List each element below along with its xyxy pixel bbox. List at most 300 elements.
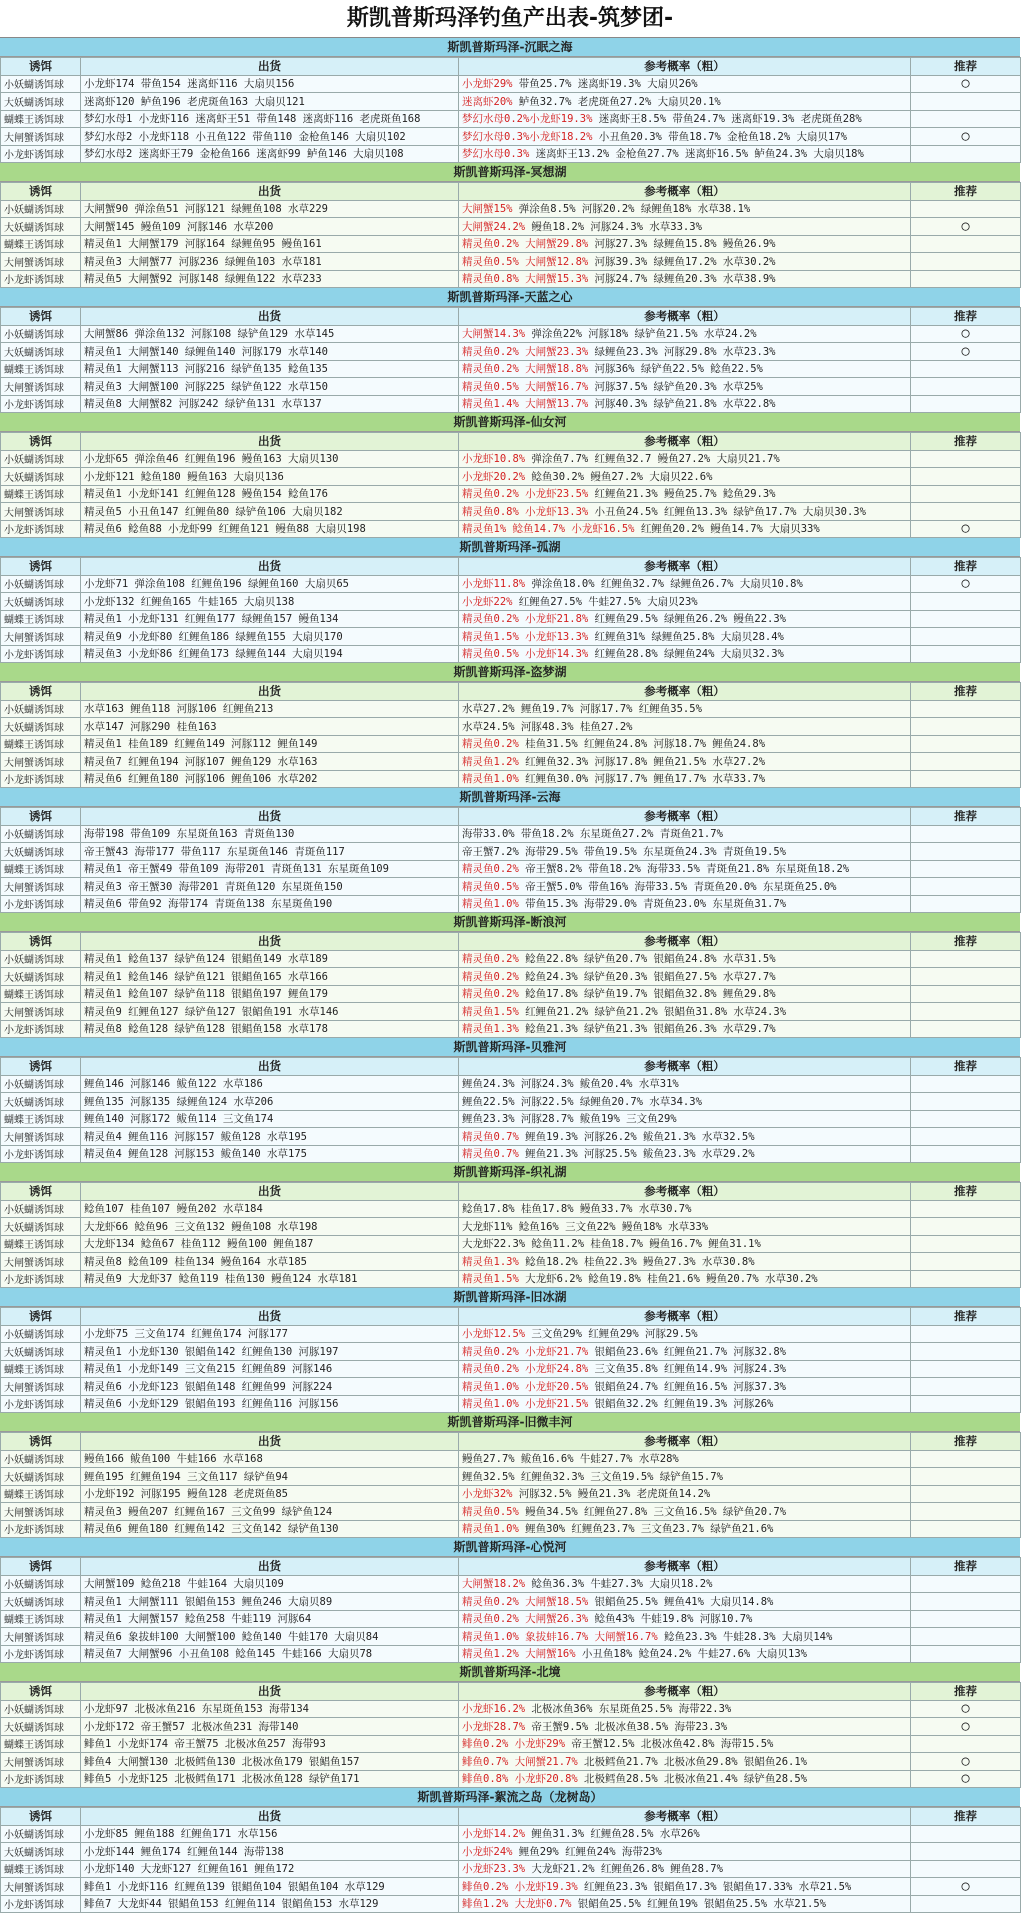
rate-highlight: 精灵鱼0.2% 大闸蟹18.8% xyxy=(462,363,589,376)
recommend-cell xyxy=(911,950,1021,968)
bait-cell: 蝴蝶王诱饵球 xyxy=(1,1110,81,1128)
bait-cell: 小妖蝴诱饵球 xyxy=(1,1825,81,1843)
rate-text: 鲤鱼29% 红鲤鱼24% 海带23% xyxy=(512,1845,662,1858)
rate-text: 鲤鱼19.3% 河豚26.2% 鲅鱼21.3% 水草32.5% xyxy=(518,1130,755,1143)
fishing-section xyxy=(0,413,1020,538)
bait-header: 诱饵 xyxy=(1,1058,81,1076)
bait-header: 诱饵 xyxy=(1,1183,81,1201)
rate-highlight: 精灵鱼0.2% 大闸蟹29.8% xyxy=(462,238,589,251)
recommend-cell xyxy=(911,1628,1021,1646)
rate-header: 参考概率（粗） xyxy=(459,433,911,451)
rate-text: 红鲤鱼23.3% 银鲳鱼17.3% 银鲳鱼17.33% 水草21.5% xyxy=(577,1880,852,1893)
bait-cell: 蝴蝶王诱饵球 xyxy=(1,110,81,128)
recommend-circle-icon: ◯ xyxy=(961,128,970,144)
rate-highlight: 小龙虾23.3% xyxy=(462,1863,526,1876)
output-cell: 鲤鱼146 河豚146 鲅鱼122 水草186 xyxy=(81,1075,459,1093)
bait-cell: 小龙虾诱饵球 xyxy=(1,1145,81,1163)
output-cell: 小龙虾144 鲤鱼174 红鲤鱼144 海带138 xyxy=(81,1843,459,1861)
bait-cell: 大妖蝴诱饵球 xyxy=(1,1843,81,1861)
output-cell: 精灵鱼7 红鲤鱼194 河豚107 鲤鱼129 水草163 xyxy=(81,753,459,771)
header-row xyxy=(1,933,1021,951)
output-cell: 精灵鱼1 大闸蟹140 绿鲤鱼140 河豚179 水草140 xyxy=(81,343,459,361)
rate-cell xyxy=(459,1378,911,1396)
recommend-cell xyxy=(911,1700,1021,1718)
output-cell: 大龙虾66 鲶鱼96 三文鱼132 鳗鱼108 水草198 xyxy=(81,1218,459,1236)
rate-highlight: 精灵鱼0.2% 大闸蟹26.3% xyxy=(462,1613,589,1626)
rate-text: 鲈鱼32.7% 老虎斑鱼27.2% 大扇贝20.1% xyxy=(512,95,721,108)
table-row xyxy=(1,968,1021,986)
output-cell: 精灵鱼5 小丑鱼147 红鲤鱼80 绿铲鱼106 大扇贝182 xyxy=(81,503,459,521)
rate-highlight: 精灵鱼0.7% xyxy=(462,1130,519,1143)
table-row xyxy=(1,1485,1021,1503)
rate-text: 河豚32.5% 鳗鱼21.3% 老虎斑鱼14.2% xyxy=(512,1488,711,1501)
table-row xyxy=(1,503,1021,521)
output-header: 出货 xyxy=(81,433,459,451)
output-cell: 大闸蟹109 鲶鱼218 牛蛙164 大扇贝109 xyxy=(81,1575,459,1593)
table-row xyxy=(1,593,1021,611)
recommend-cell xyxy=(911,520,1021,538)
rate-cell xyxy=(459,985,911,1003)
rate-highlight: 鲱鱼0.7% 大闸蟹21.7% xyxy=(462,1755,578,1768)
output-header: 出货 xyxy=(81,1433,459,1451)
rate-header: 参考概率（粗） xyxy=(459,1308,911,1326)
rate-text: 水草27.2% 鲤鱼19.7% 河豚17.7% 红鲤鱼35.5% xyxy=(462,703,702,716)
bait-cell: 大闸蟹诱饵球 xyxy=(1,878,81,896)
recommend-header: 推荐 xyxy=(911,683,1021,701)
rate-cell xyxy=(459,860,911,878)
rate-cell xyxy=(459,1610,911,1628)
output-cell: 鳗鱼166 鲅鱼100 牛蛙166 水草168 xyxy=(81,1450,459,1468)
rate-cell xyxy=(459,1325,911,1343)
output-header: 出货 xyxy=(81,1058,459,1076)
bait-cell: 大妖蝴诱饵球 xyxy=(1,593,81,611)
output-cell: 小龙虾121 鲶鱼180 鳗鱼163 大扇贝136 xyxy=(81,468,459,486)
rate-text: 鳗鱼34.5% 红鲤鱼27.8% 三文鱼16.5% 绿铲鱼20.7% xyxy=(518,1505,787,1518)
rate-cell xyxy=(459,343,911,361)
rate-cell xyxy=(459,1593,911,1611)
bait-cell: 小妖蝴诱饵球 xyxy=(1,950,81,968)
recommend-cell xyxy=(911,985,1021,1003)
rate-highlight: 精灵鱼1% 鲶鱼14.7% 小龙虾16.5% xyxy=(462,523,635,536)
rate-text: 鲶鱼17.8% 绿铲鱼19.7% 银鲳鱼32.8% 鲤鱼29.8% xyxy=(518,988,776,1001)
table-row xyxy=(1,1843,1021,1861)
rate-text: 鲤鱼31.3% 红鲤鱼28.5% 水草26% xyxy=(525,1828,700,1841)
rate-text: 弹涂鱼22% 河豚18% 绿铲鱼21.5% 水草24.2% xyxy=(525,328,757,341)
rate-cell xyxy=(459,718,911,736)
output-cell: 鲱鱼7 大龙虾44 银鲳鱼153 红鲤鱼114 银鲳鱼153 水草129 xyxy=(81,1895,459,1913)
rate-highlight: 精灵鱼0.5% 小龙虾14.3% xyxy=(462,648,589,661)
rate-text: 带鱼15.3% 海带29.0% 青斑鱼23.0% 东星斑鱼31.7% xyxy=(518,898,787,911)
rate-text: 鲶鱼21.3% 绿铲鱼21.3% 银鲳鱼26.3% 水草29.7% xyxy=(518,1023,776,1036)
output-cell: 精灵鱼1 小龙虾130 银鲳鱼142 红鲤鱼130 河豚197 xyxy=(81,1343,459,1361)
bait-cell: 小龙虾诱饵球 xyxy=(1,145,81,163)
output-cell: 精灵鱼3 大闸蟹100 河豚225 绿铲鱼122 水草150 xyxy=(81,378,459,396)
rate-cell xyxy=(459,325,911,343)
header-row xyxy=(1,1183,1021,1201)
table-row xyxy=(1,360,1021,378)
bait-header: 诱饵 xyxy=(1,1433,81,1451)
rate-text: 鲶鱼24.3% 绿铲鱼20.3% 银鲳鱼27.5% 水草27.7% xyxy=(518,970,776,983)
output-cell: 大闸蟹86 弹涂鱼132 河豚108 绿铲鱼129 水草145 xyxy=(81,325,459,343)
rate-highlight: 精灵鱼1.5% xyxy=(462,1005,519,1018)
recommend-header: 推荐 xyxy=(911,1058,1021,1076)
rate-header: 参考概率（粗） xyxy=(459,683,911,701)
bait-cell: 大妖蝴诱饵球 xyxy=(1,1218,81,1236)
table-row xyxy=(1,1325,1021,1343)
bait-cell: 小妖蝴诱饵球 xyxy=(1,75,81,93)
output-cell: 小龙虾97 北极冰鱼216 东星斑鱼153 海带134 xyxy=(81,1700,459,1718)
bait-cell: 小龙虾诱饵球 xyxy=(1,520,81,538)
recommend-cell xyxy=(911,1253,1021,1271)
rate-cell xyxy=(459,1200,911,1218)
rate-highlight: 小龙虾22% xyxy=(462,595,513,608)
rate-text: 河豚36% 绿铲鱼22.5% 鲶鱼22.5% xyxy=(588,363,763,376)
table-row xyxy=(1,895,1021,913)
sections-container xyxy=(0,38,1020,1913)
rate-text: 弹涂鱼8.5% 河豚20.2% 绿鲤鱼18% 水草38.1% xyxy=(512,203,751,216)
output-header: 出货 xyxy=(81,1558,459,1576)
rate-highlight: 精灵鱼0.2% 大闸蟹18.5% xyxy=(462,1595,589,1608)
rate-header: 参考概率（粗） xyxy=(459,1058,911,1076)
bait-cell: 小妖蝴诱饵球 xyxy=(1,1450,81,1468)
header-row xyxy=(1,58,1021,76)
section-title: 斯凯普斯玛泽-天蓝之心 xyxy=(0,288,1020,307)
rate-cell xyxy=(459,1020,911,1038)
rate-text: 鲶鱼23.3% 牛蛙28.3% 大扇贝14% xyxy=(657,1630,833,1643)
rate-text: 帝王蟹5.0% 带鱼16% 海带33.5% 青斑鱼20.0% 东星斑鱼25.0% xyxy=(518,880,837,893)
header-row xyxy=(1,308,1021,326)
rate-text: 鲶鱼22.8% 绿铲鱼20.7% 银鲳鱼24.8% 水草31.5% xyxy=(518,953,776,966)
bait-header: 诱饵 xyxy=(1,1558,81,1576)
recommend-cell xyxy=(911,1753,1021,1771)
output-cell: 精灵鱼6 鲤鱼180 红鲤鱼142 三文鱼142 绿铲鱼130 xyxy=(81,1520,459,1538)
header-row xyxy=(1,683,1021,701)
rate-cell xyxy=(459,1343,911,1361)
recommend-cell xyxy=(911,1825,1021,1843)
rate-highlight: 小龙虾10.8% xyxy=(462,453,526,466)
recommend-cell xyxy=(911,1860,1021,1878)
output-table xyxy=(0,307,1021,413)
fishing-section xyxy=(0,788,1020,913)
rate-highlight: 小龙虾12.5% xyxy=(462,1328,526,1341)
output-table xyxy=(0,1557,1021,1663)
table-row xyxy=(1,1343,1021,1361)
recommend-cell xyxy=(911,1485,1021,1503)
output-table xyxy=(0,1182,1021,1288)
rate-highlight: 精灵鱼0.2% xyxy=(462,988,519,1001)
bait-cell: 大闸蟹诱饵球 xyxy=(1,1503,81,1521)
output-table xyxy=(0,807,1021,913)
rate-cell xyxy=(459,270,911,288)
bait-cell: 小妖蝴诱饵球 xyxy=(1,575,81,593)
fishing-section xyxy=(0,1788,1020,1913)
rate-highlight: 精灵鱼1.2% xyxy=(462,755,519,768)
output-cell: 精灵鱼1 大闸蟹111 银鲳鱼153 鲤鱼246 大扇贝89 xyxy=(81,1593,459,1611)
rate-highlight: 精灵鱼1.0% xyxy=(462,773,519,786)
rate-cell xyxy=(459,575,911,593)
recommend-cell xyxy=(911,878,1021,896)
output-cell: 大龙虾134 鲶鱼67 桂鱼112 鳗鱼100 鲤鱼187 xyxy=(81,1235,459,1253)
rate-highlight: 鲱鱼0.2% 小龙虾19.3% xyxy=(462,1880,578,1893)
recommend-cell xyxy=(911,1378,1021,1396)
rate-highlight: 梦幻水母0.3% xyxy=(462,148,530,161)
recommend-cell xyxy=(911,1145,1021,1163)
output-table xyxy=(0,1307,1021,1413)
recommend-cell xyxy=(911,1218,1021,1236)
recommend-cell xyxy=(911,270,1021,288)
rate-cell xyxy=(459,878,911,896)
bait-cell: 大妖蝴诱饵球 xyxy=(1,468,81,486)
rate-highlight: 精灵鱼0.2% 小龙虾21.7% xyxy=(462,1345,589,1358)
rate-highlight: 精灵鱼0.7% xyxy=(462,1148,519,1161)
rate-cell xyxy=(459,110,911,128)
rate-highlight: 精灵鱼1.0% xyxy=(462,1523,519,1536)
rate-text: 鲶鱼30.2% 鳗鱼27.2% 大扇贝22.6% xyxy=(525,470,713,483)
output-cell: 精灵鱼7 大闸蟹96 小丑鱼108 鲶鱼145 牛蛙166 大扇贝78 xyxy=(81,1645,459,1663)
table-row xyxy=(1,395,1021,413)
rate-text: 银鲳鱼32.2% 红鲤鱼19.3% 河豚26% xyxy=(588,1398,774,1411)
rate-highlight: 精灵鱼0.2% 小龙虾23.5% xyxy=(462,488,589,501)
bait-cell: 蝴蝶王诱饵球 xyxy=(1,610,81,628)
table-row xyxy=(1,1395,1021,1413)
rate-highlight: 精灵鱼0.5% 大闸蟹12.8% xyxy=(462,255,589,268)
rate-highlight: 鲱鱼0.8% 小龙虾20.8% xyxy=(462,1773,578,1786)
table-row xyxy=(1,1575,1021,1593)
rate-text: 红鲤鱼21.2% 绿铲鱼21.2% 银鲳鱼31.8% 水草24.3% xyxy=(518,1005,787,1018)
output-cell: 迷离虾120 鲈鱼196 老虎斑鱼163 大扇贝121 xyxy=(81,93,459,111)
rate-text: 北极鳕鱼28.5% 北极冰鱼21.4% 绿铲鱼28.5% xyxy=(577,1773,808,1786)
table-row xyxy=(1,378,1021,396)
rate-text: 河豚40.3% 绿铲鱼21.8% 水草22.8% xyxy=(588,398,776,411)
rate-text: 红鲤鱼29.5% 绿鲤鱼26.2% 鳗鱼22.3% xyxy=(588,613,787,626)
rate-cell xyxy=(459,1468,911,1486)
table-row xyxy=(1,1218,1021,1236)
rate-highlight: 精灵鱼1.5% 小龙虾13.3% xyxy=(462,630,589,643)
output-table xyxy=(0,1807,1021,1913)
bait-cell: 大妖蝴诱饵球 xyxy=(1,343,81,361)
rate-highlight: 精灵鱼0.5% xyxy=(462,1505,519,1518)
output-table xyxy=(0,557,1021,663)
table-row xyxy=(1,1468,1021,1486)
rate-highlight: 小龙虾14.2% xyxy=(462,1828,526,1841)
rate-cell xyxy=(459,825,911,843)
recommend-cell xyxy=(911,1468,1021,1486)
table-row xyxy=(1,753,1021,771)
bait-header: 诱饵 xyxy=(1,808,81,826)
rate-text: 红鲤鱼27.5% 牛蛙27.5% 大扇贝23% xyxy=(512,595,698,608)
table-row xyxy=(1,718,1021,736)
bait-cell: 小龙虾诱饵球 xyxy=(1,645,81,663)
rate-highlight: 精灵鱼0.8% 小龙虾13.3% xyxy=(462,505,589,518)
recommend-cell xyxy=(911,1235,1021,1253)
table-row xyxy=(1,468,1021,486)
table-row xyxy=(1,1270,1021,1288)
rate-highlight: 鲱鱼0.2% 小龙虾29% xyxy=(462,1738,566,1751)
section-title: 斯凯普斯玛泽-断浪河 xyxy=(0,913,1020,932)
rate-highlight: 大闸蟹14.3% xyxy=(462,328,526,341)
header-row xyxy=(1,183,1021,201)
rate-highlight: 精灵鱼1.0% xyxy=(462,898,519,911)
bait-cell: 蝴蝶王诱饵球 xyxy=(1,485,81,503)
recommend-cell xyxy=(911,1325,1021,1343)
bait-cell: 大闸蟹诱饵球 xyxy=(1,1378,81,1396)
recommend-header: 推荐 xyxy=(911,183,1021,201)
rate-text: 红鲤鱼28.8% 绿鲤鱼24% 大扇贝32.3% xyxy=(588,648,784,661)
output-cell: 精灵鱼1 大闸蟹179 河豚164 绿鲤鱼95 鳗鱼161 xyxy=(81,235,459,253)
recommend-cell xyxy=(911,378,1021,396)
output-table xyxy=(0,1682,1021,1788)
rate-text: 北极冰鱼36% 东星斑鱼25.5% 海带22.3% xyxy=(525,1703,732,1716)
rate-cell xyxy=(459,1895,911,1913)
rate-text: 大龙虾11% 鲶鱼16% 三文鱼22% 鳗鱼18% 水草33% xyxy=(462,1220,709,1233)
output-cell: 精灵鱼1 帝王蟹49 带鱼109 海带201 青斑鱼131 东星斑鱼109 xyxy=(81,860,459,878)
output-cell: 鲶鱼107 桂鱼107 鳗鱼202 水草184 xyxy=(81,1200,459,1218)
table-row xyxy=(1,645,1021,663)
table-row xyxy=(1,1503,1021,1521)
recommend-cell xyxy=(911,145,1021,163)
bait-header: 诱饵 xyxy=(1,308,81,326)
output-cell: 鲱鱼5 小龙虾125 北极鳕鱼171 北极冰鱼128 绿铲鱼171 xyxy=(81,1770,459,1788)
output-cell: 精灵鱼8 大闸蟹82 河豚242 绿铲鱼131 水草137 xyxy=(81,395,459,413)
table-row xyxy=(1,1860,1021,1878)
page-title: 斯凯普斯玛泽钓鱼产出表-筑梦团- xyxy=(0,0,1020,38)
bait-cell: 大闸蟹诱饵球 xyxy=(1,503,81,521)
output-table xyxy=(0,932,1021,1038)
table-row xyxy=(1,610,1021,628)
recommend-cell xyxy=(911,1110,1021,1128)
recommend-header: 推荐 xyxy=(911,1808,1021,1826)
recommend-cell xyxy=(911,968,1021,986)
bait-cell: 小龙虾诱饵球 xyxy=(1,895,81,913)
bait-header: 诱饵 xyxy=(1,1683,81,1701)
table-row xyxy=(1,235,1021,253)
recommend-cell xyxy=(911,1128,1021,1146)
rate-text: 绿鲤鱼23.3% 河豚29.8% 水草23.3% xyxy=(588,345,776,358)
table-row xyxy=(1,1093,1021,1111)
table-row xyxy=(1,878,1021,896)
output-cell: 精灵鱼6 带鱼92 海带174 青斑鱼138 东星斑鱼190 xyxy=(81,895,459,913)
table-row xyxy=(1,628,1021,646)
table-row xyxy=(1,1200,1021,1218)
fishing-section xyxy=(0,913,1020,1038)
section-title: 斯凯普斯玛泽-絮流之岛（龙树岛） xyxy=(0,1788,1020,1807)
output-cell: 大闸蟹145 鳗鱼109 河豚146 水草200 xyxy=(81,218,459,236)
rate-text: 红鲤鱼21.3% 鳗鱼25.7% 鲶鱼29.3% xyxy=(588,488,776,501)
table-row xyxy=(1,1628,1021,1646)
rate-text: 鲶鱼43% 牛蛙19.8% 河豚10.7% xyxy=(588,1613,753,1626)
output-header: 出货 xyxy=(81,58,459,76)
recommend-header: 推荐 xyxy=(911,808,1021,826)
output-cell: 小龙虾140 大龙虾127 红鲤鱼161 鲤鱼172 xyxy=(81,1860,459,1878)
rate-cell xyxy=(459,645,911,663)
output-cell: 精灵鱼1 大闸蟹113 河豚216 绿铲鱼135 鲶鱼135 xyxy=(81,360,459,378)
rate-cell xyxy=(459,93,911,111)
recommend-header: 推荐 xyxy=(911,1683,1021,1701)
rate-cell xyxy=(459,128,911,146)
bait-cell: 大妖蝴诱饵球 xyxy=(1,718,81,736)
table-row xyxy=(1,1753,1021,1771)
bait-cell: 蝴蝶王诱饵球 xyxy=(1,985,81,1003)
rate-text: 大龙虾6.2% 鲶鱼19.8% 桂鱼21.6% 鳗鱼20.7% 水草30.2% xyxy=(518,1273,818,1286)
bait-cell: 蝴蝶王诱饵球 xyxy=(1,735,81,753)
recommend-cell xyxy=(911,1520,1021,1538)
rate-cell xyxy=(459,1218,911,1236)
recommend-cell xyxy=(911,325,1021,343)
recommend-cell xyxy=(911,1200,1021,1218)
table-row xyxy=(1,860,1021,878)
rate-header: 参考概率（粗） xyxy=(459,808,911,826)
table-row xyxy=(1,1700,1021,1718)
recommend-header: 推荐 xyxy=(911,1183,1021,1201)
table-row xyxy=(1,985,1021,1003)
header-row xyxy=(1,1433,1021,1451)
bait-cell: 大妖蝴诱饵球 xyxy=(1,218,81,236)
rate-header: 参考概率（粗） xyxy=(459,1183,911,1201)
fishing-section xyxy=(0,1538,1020,1663)
section-title: 斯凯普斯玛泽-北境 xyxy=(0,1663,1020,1682)
output-cell: 鲤鱼195 红鲤鱼194 三文鱼117 绿铲鱼94 xyxy=(81,1468,459,1486)
recommend-circle-icon: ◯ xyxy=(961,76,970,92)
rate-highlight: 大闸蟹15% xyxy=(462,203,513,216)
recommend-cell xyxy=(911,1735,1021,1753)
rate-highlight: 迷离虾20% xyxy=(462,95,513,108)
section-title: 斯凯普斯玛泽-织礼湖 xyxy=(0,1163,1020,1182)
table-row xyxy=(1,1128,1021,1146)
recommend-header: 推荐 xyxy=(911,1433,1021,1451)
table-row xyxy=(1,270,1021,288)
rate-cell xyxy=(459,770,911,788)
recommend-circle-icon: ◯ xyxy=(961,1878,970,1894)
rate-cell xyxy=(459,1145,911,1163)
rate-highlight: 精灵鱼0.2% 小龙虾21.8% xyxy=(462,613,589,626)
recommend-circle-icon: ◯ xyxy=(961,218,970,234)
recommend-cell xyxy=(911,128,1021,146)
fishing-section xyxy=(0,1663,1020,1788)
rate-header: 参考概率（粗） xyxy=(459,558,911,576)
bait-header: 诱饵 xyxy=(1,183,81,201)
bait-cell: 小妖蝴诱饵球 xyxy=(1,1200,81,1218)
rate-cell xyxy=(459,1575,911,1593)
output-cell: 精灵鱼1 小龙虾149 三文鱼215 红鲤鱼89 河豚146 xyxy=(81,1360,459,1378)
bait-cell: 大闸蟹诱饵球 xyxy=(1,1878,81,1896)
rate-text: 银鲳鱼25.5% 红鲤鱼19% 银鲳鱼25.5% 水草21.5% xyxy=(571,1898,826,1911)
rate-cell xyxy=(459,968,911,986)
bait-cell: 小妖蝴诱饵球 xyxy=(1,450,81,468)
output-cell: 梦幻水母2 迷离虾王79 金枪鱼166 迷离虾99 鲈鱼146 大扇贝108 xyxy=(81,145,459,163)
rate-cell xyxy=(459,1128,911,1146)
fishing-section xyxy=(0,163,1020,288)
output-cell: 小龙虾172 帝王蟹57 北极冰鱼231 海带140 xyxy=(81,1718,459,1736)
rate-cell xyxy=(459,1860,911,1878)
output-cell: 小龙虾85 鲤鱼188 红鲤鱼171 水草156 xyxy=(81,1825,459,1843)
output-header: 出货 xyxy=(81,1808,459,1826)
recommend-cell xyxy=(911,253,1021,271)
recommend-header: 推荐 xyxy=(911,933,1021,951)
recommend-circle-icon: ◯ xyxy=(961,576,970,592)
rate-text: 大龙虾22.3% 鲶鱼11.2% 桂鱼18.7% 鳗鱼16.7% 鲤鱼31.1% xyxy=(462,1238,761,1251)
bait-cell: 小龙虾诱饵球 xyxy=(1,270,81,288)
output-cell: 鲱鱼4 大闸蟹130 北极鳕鱼130 北极冰鱼179 银鲳鱼157 xyxy=(81,1753,459,1771)
table-row xyxy=(1,325,1021,343)
recommend-cell xyxy=(911,1343,1021,1361)
bait-cell: 大妖蝴诱饵球 xyxy=(1,1093,81,1111)
output-cell: 小龙虾132 红鲤鱼165 牛蛙165 大扇贝138 xyxy=(81,593,459,611)
rate-text: 带鱼25.7% 迷离虾19.3% 大扇贝26% xyxy=(512,78,698,91)
header-row xyxy=(1,1683,1021,1701)
rate-highlight: 小龙虾29% xyxy=(462,78,513,91)
output-cell: 精灵鱼9 小龙虾80 红鲤鱼186 绿鲤鱼155 大扇贝170 xyxy=(81,628,459,646)
header-row xyxy=(1,558,1021,576)
